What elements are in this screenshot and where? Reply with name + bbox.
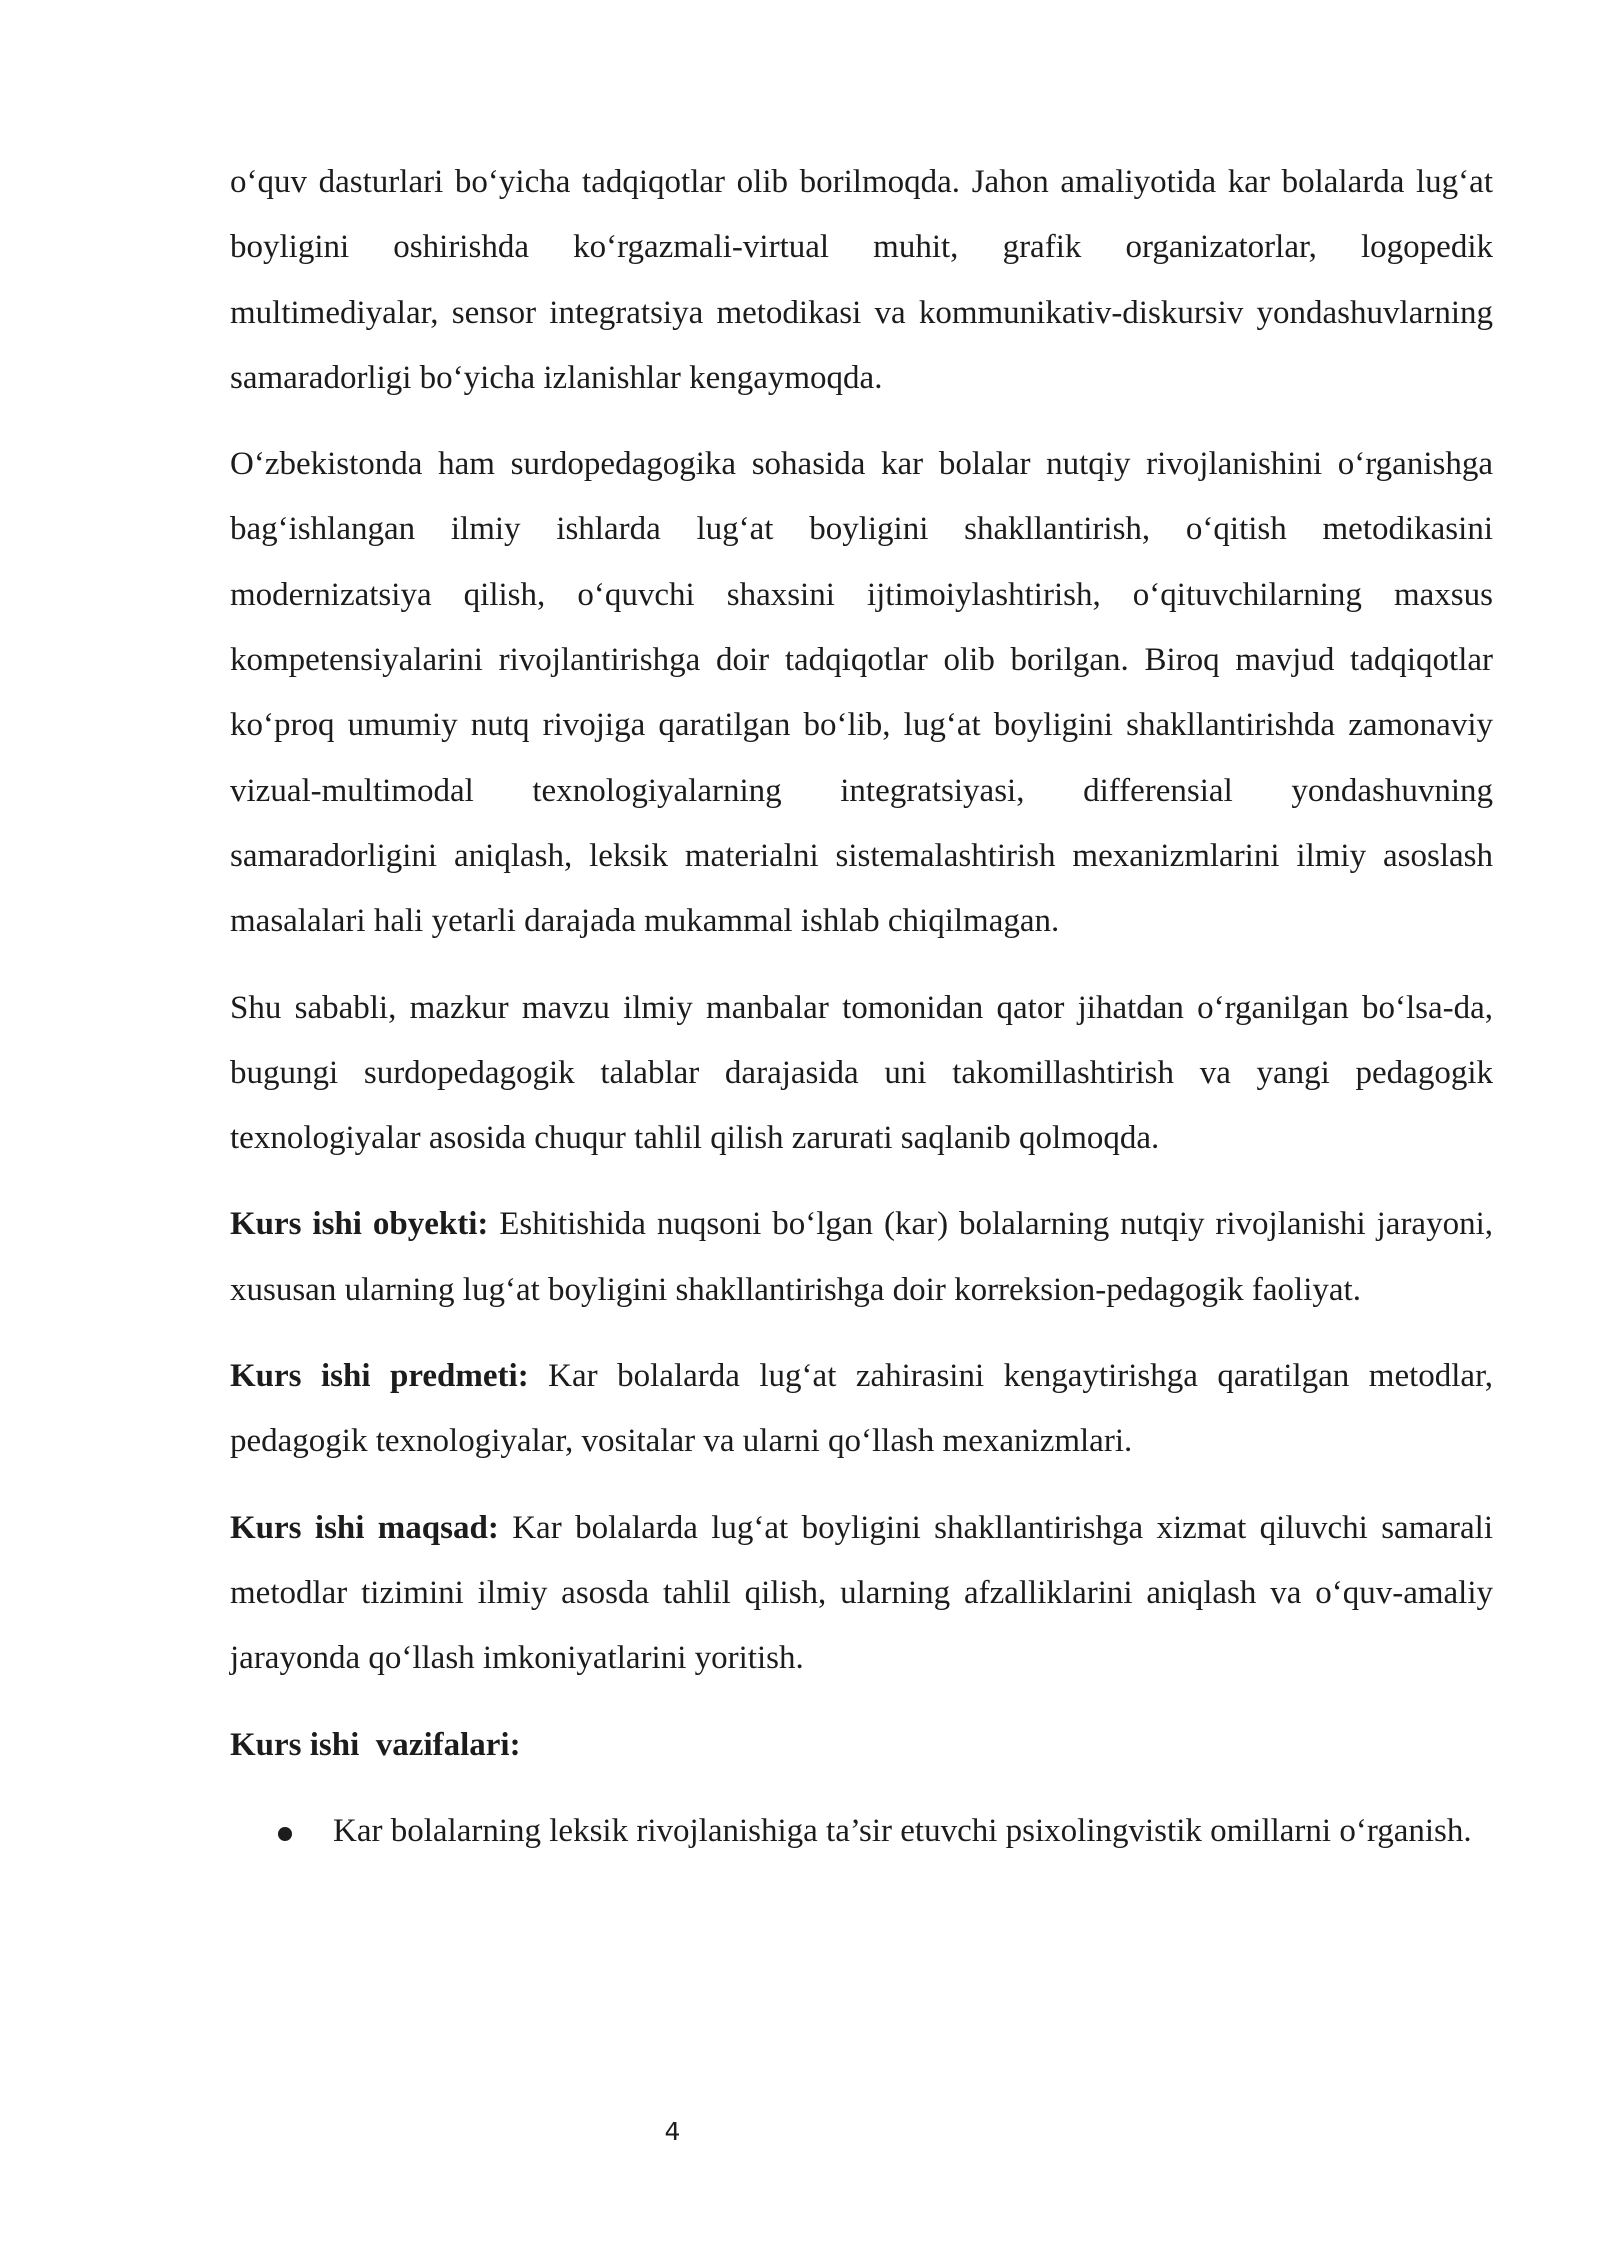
page-number: 4 xyxy=(664,2117,681,2146)
section-goal-text: Kar bolalarda lug‘at boyligini shakllantirishga xizmat qiluvchi samarali metodlar tizimini ilmiy asosda tahlil qilish, ularning afzalliklarini aniqlash va o‘quv-amaliy jarayonda qo‘llash imkoniyatlarini yoritish. xyxy=(230,1509,1493,1677)
section-subject-text: Kar bolalarda lug‘at zahirasini kengaytirishga qaratilgan metodlar, pedagogik texnologiyalar, vositalar va ularni qo‘llash mexanizmlari. xyxy=(230,1358,1493,1460)
paragraph-research-abroad: o‘quv dasturlari bo‘yicha tadqiqotlar olib borilmoqda. Jahon amaliyotida kar bolalarda lug‘at boyligini oshirishda ko‘rgazmali-virtual muhit, grafik organizatorlar, logopedik multimediyalar, sensor integratsiya metodikasi va kommunikativ-diskursiv yondashuvlarning samaradorligi bo‘yicha izlanishlar kengaymoqda. xyxy=(230,164,1493,396)
paragraph-relevance: Shu sababli, mazkur mavzu ilmiy manbalar tomonidan qator jihatdan o‘rganilgan bo‘lsa-da, bugungi surdopedagogik talablar darajasida uni takomillashtirish va yangi pedagogik texnologiyalar asosida chuqur tahlil qilish zarurati saqlanib qolmoqda. xyxy=(230,989,1493,1157)
section-goal xyxy=(230,1496,1493,1692)
section-tasks-label: Kurs ishi vazifalari: xyxy=(230,1726,521,1763)
section-object xyxy=(230,1192,1493,1323)
section-subject xyxy=(230,1344,1493,1475)
page-body xyxy=(230,150,1493,1864)
section-goal-label: Kurs ishi maqsad: xyxy=(230,1509,499,1546)
list-item xyxy=(230,1799,1493,1864)
list-item-text: Kar bolalarning leksik rivojlanishiga ta’sir etuvchi psixolingvistik omillarni o‘rganish. xyxy=(333,1812,1472,1849)
section-object-text: Eshitishida nuqsoni bo‘lgan (kar) bolalarning nutqiy rivojlanishi jarayoni, xususan ularning lug‘at boyligini shakllantirishga doir korreksion-pedagogik faoliyat. xyxy=(230,1206,1493,1308)
section-object-label: Kurs ishi obyekti: xyxy=(230,1206,489,1243)
paragraph-uzbekistan-research: O‘zbekistonda ham surdopedagogika sohasida kar bolalar nutqiy rivojlanishini o‘rganishga bag‘ishlangan ilmiy ishlarda lug‘at boyligini shakllantirish, o‘qitish metodikasini modernizatsiya qilish, o‘quvchi shaxsini ijtimoiylashtirish, o‘qituvchilarning maxsus kompetensiyalarini rivojlantirishga doir tadqiqotlar olib borilgan. Biroq mavjud tadqiqotlar ko‘proq umumiy nutq rivojiga qaratilgan bo‘lib, lug‘at boyligini shakllantirishda zamonaviy vizual-multimodal texnologiyalarning integratsiyasi, differensial yondashuvning samaradorligini aniqlash, leksik materialni sistemalashtirish mexanizmlarini ilmiy asoslash masalalari hali yetarli darajada mukammal ishlab chiqilmagan. xyxy=(230,446,1493,940)
bullet-icon xyxy=(278,1827,292,1841)
tasks-list xyxy=(230,1799,1493,1864)
section-subject-label: Kurs ishi predmeti: xyxy=(230,1358,529,1395)
section-tasks-heading xyxy=(230,1713,1493,1778)
